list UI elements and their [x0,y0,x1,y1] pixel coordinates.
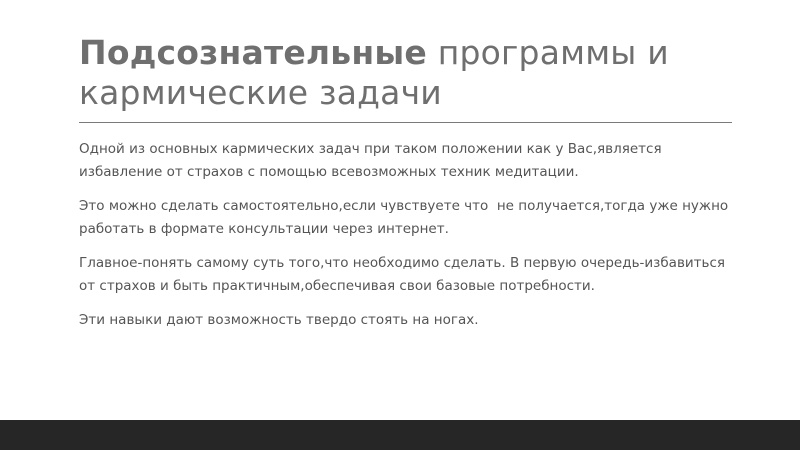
slide-title [79,33,739,113]
body-paragraph-2: Это можно сделать самостоятельно,если чувствуете что не получается,тогда уже нужно работать в формате консультации через интернет. [79,198,733,237]
slide-title-rest: программы и кармические задачи [79,33,669,112]
footer-bar [0,420,800,450]
body-paragraph-1: Одной из основных кармических задач при таком положении как у Вас,является избавление от страхов с помощью всевозможных техник медитации. [79,141,666,180]
body-paragraph-4: Эти навыки дают возможность твердо стоять на ногах. [79,312,479,328]
title-divider [79,122,732,123]
slide-body [79,138,739,344]
slide-title-bold: Подсознательные [79,33,427,72]
body-paragraph-3: Главное-понять самому суть того,что необходимо сделать. В первую очередь-избавиться от страхов и быть практичным,обеспечивая свои базовые потребности. [79,255,730,294]
